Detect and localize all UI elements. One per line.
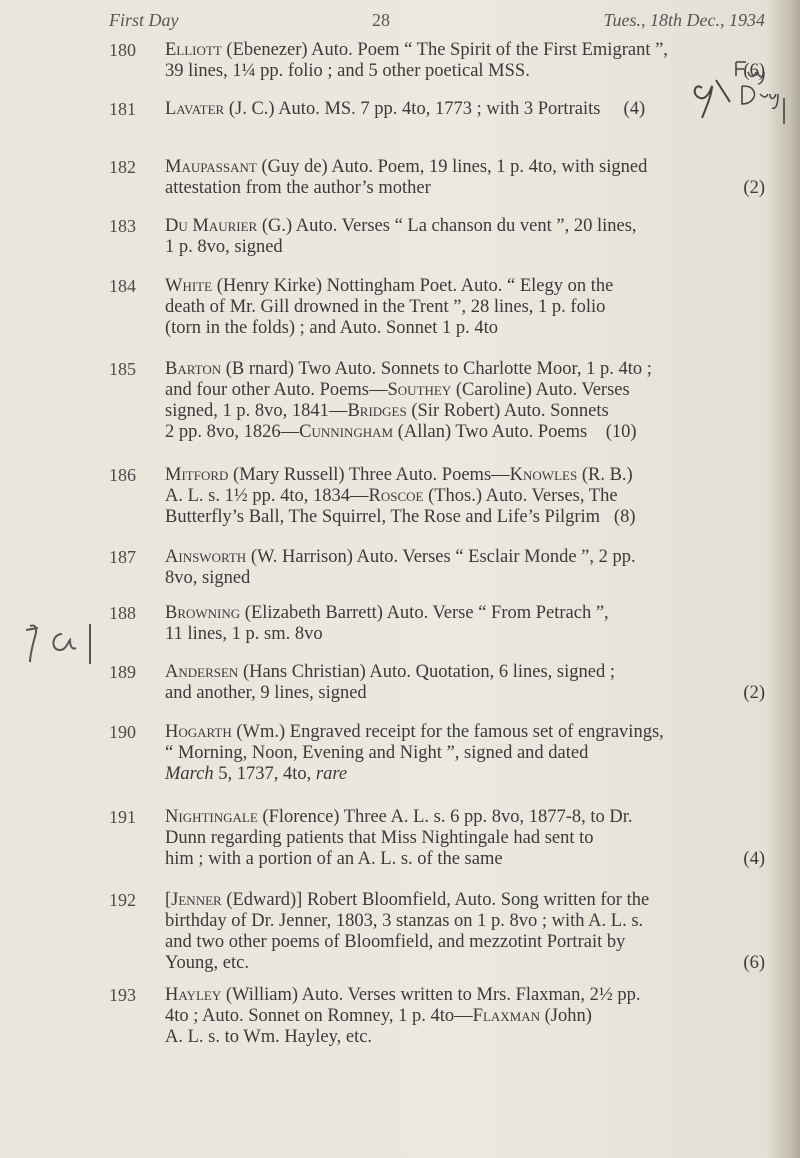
header-page-number: 28 bbox=[372, 10, 390, 30]
lot-description-line: Lavater (J. C.) Auto. MS. 7 pp. 4to, 1773 ; with 3 Portraits (4) bbox=[165, 99, 646, 119]
lot-description-line: signed, 1 p. 8vo, 1841—Bridges (Sir Robert) Auto. Sonnets bbox=[165, 401, 609, 421]
page-edge-shadow bbox=[766, 0, 800, 1158]
lot-description bbox=[165, 985, 765, 1048]
lot-description-line: “ Morning, Noon, Evening and Night ”, signed and dated bbox=[165, 743, 589, 763]
lot-description-line: 39 lines, 1¼ pp. folio ; and 5 other poetical MSS. (6) bbox=[165, 61, 765, 81]
lot-description-line: 11 lines, 1 p. sm. 8vo bbox=[165, 624, 323, 644]
lot-description-line: and two other poems of Bloomfield, and mezzotint Portrait by bbox=[165, 932, 626, 952]
lot-description bbox=[165, 662, 765, 704]
lot-description bbox=[165, 603, 765, 645]
lot-description-line: Hogarth (Wm.) Engraved receipt for the famous set of engravings, bbox=[165, 722, 664, 742]
handwritten-annotation bbox=[660, 48, 790, 126]
lot-number: 182 bbox=[109, 157, 136, 177]
lot-description-line: [Jenner (Edward)] Robert Bloomfield, Auto. Song written for the bbox=[165, 890, 650, 910]
lot-description-line: and four other Auto. Poems—Southey (Caroline) Auto. Verses bbox=[165, 380, 630, 400]
lot-number: 185 bbox=[109, 359, 136, 379]
lot-number: 192 bbox=[109, 890, 136, 910]
lot-description bbox=[165, 890, 765, 974]
lot-description-line: Maupassant (Guy de) Auto. Poem, 19 lines, 1 p. 4to, with signed bbox=[165, 157, 648, 177]
lot-description-line: birthday of Dr. Jenner, 1803, 3 stanzas on 1 p. 8vo ; with A. L. s. bbox=[165, 911, 644, 931]
lot-number: 193 bbox=[109, 985, 136, 1005]
lot-description-line: Dunn regarding patients that Miss Nightingale had sent to bbox=[165, 828, 594, 848]
lot-number: 190 bbox=[109, 722, 136, 742]
lot-description-line: 4to ; Auto. Sonnet on Romney, 1 p. 4to—Flaxman (John) bbox=[165, 1006, 592, 1026]
page-header bbox=[109, 10, 765, 36]
lot-description-line: and another, 9 lines, signed (2) bbox=[165, 683, 765, 703]
lot-description bbox=[165, 359, 765, 443]
lot-description-line: A. L. s. to Wm. Hayley, etc. bbox=[165, 1027, 373, 1047]
lot-description-line: (torn in the folds) ; and Auto. Sonnet 1 p. 4to bbox=[165, 318, 498, 338]
lot-number: 187 bbox=[109, 547, 136, 567]
lot-description-line: 2 pp. 8vo, 1826—Cunningham (Allan) Two Auto. Poems (10) bbox=[165, 422, 637, 442]
lot-description bbox=[165, 547, 765, 589]
lot-number: 191 bbox=[109, 807, 136, 827]
lot-description-line: Du Maurier (G.) Auto. Verses “ La chanson du vent ”, 20 lines, bbox=[165, 216, 637, 236]
lot-description-line: White (Henry Kirke) Nottingham Poet. Auto. “ Elegy on the bbox=[165, 276, 614, 296]
lot-description-line: 1 p. 8vo, signed bbox=[165, 237, 283, 257]
lot-description-line: A. L. s. 1½ pp. 4to, 1834—Roscoe (Thos.) Auto. Verses, The bbox=[165, 486, 618, 506]
lot-number: 184 bbox=[109, 276, 136, 296]
lot-description bbox=[165, 465, 765, 528]
header-date: Tues., 18th Dec., 1934 bbox=[603, 10, 765, 30]
lot-description-line: Elliott (Ebenezer) Auto. Poem “ The Spirit of the First Emigrant ”, bbox=[165, 40, 668, 60]
lot-description-line: Butterfly’s Ball, The Squirrel, The Rose and Life’s Pilgrim (8) bbox=[165, 507, 636, 527]
lot-description-line: Andersen (Hans Christian) Auto. Quotation, 6 lines, signed ; bbox=[165, 662, 615, 682]
lot-description-line: death of Mr. Gill drowned in the Trent ”, 28 lines, 1 p. folio bbox=[165, 297, 606, 317]
lot-description-line: 8vo, signed bbox=[165, 568, 251, 588]
lot-description bbox=[165, 807, 765, 870]
lot-number: 181 bbox=[109, 99, 136, 119]
lot-description-line: Barton (B rnard) Two Auto. Sonnets to Charlotte Moor, 1 p. 4to ; bbox=[165, 359, 652, 379]
lot-description-line: attestation from the author’s mother (2) bbox=[165, 178, 765, 198]
lot-description bbox=[165, 216, 765, 258]
lot-description-line: Mitford (Mary Russell) Three Auto. Poems—Knowles (R. B.) bbox=[165, 465, 633, 485]
header-day: First Day bbox=[109, 10, 179, 30]
lot-description-line: him ; with a portion of an A. L. s. of the same (4) bbox=[165, 849, 765, 869]
lot-description-line: Nightingale (Florence) Three A. L. s. 6 pp. 8vo, 1877-8, to Dr. bbox=[165, 807, 633, 827]
lot-description-line: March 5, 1737, 4to, rare bbox=[165, 764, 348, 784]
margin-annotation-mark bbox=[24, 620, 96, 666]
lot-number: 180 bbox=[109, 40, 136, 60]
lot-number: 183 bbox=[109, 216, 136, 236]
lot-number: 188 bbox=[109, 603, 136, 623]
lot-description-line: Hayley (William) Auto. Verses written to Mrs. Flaxman, 2½ pp. bbox=[165, 985, 641, 1005]
lot-description-line: Browning (Elizabeth Barrett) Auto. Verse “ From Petrach ”, bbox=[165, 603, 609, 623]
lot-description bbox=[165, 157, 765, 199]
lot-number: 186 bbox=[109, 465, 136, 485]
lot-description bbox=[165, 722, 765, 785]
lot-description-line: Young, etc. (6) bbox=[165, 953, 765, 973]
lot-description bbox=[165, 276, 765, 339]
lot-description-line: Ainsworth (W. Harrison) Auto. Verses “ Esclair Monde ”, 2 pp. bbox=[165, 547, 636, 567]
lot-number: 189 bbox=[109, 662, 136, 682]
